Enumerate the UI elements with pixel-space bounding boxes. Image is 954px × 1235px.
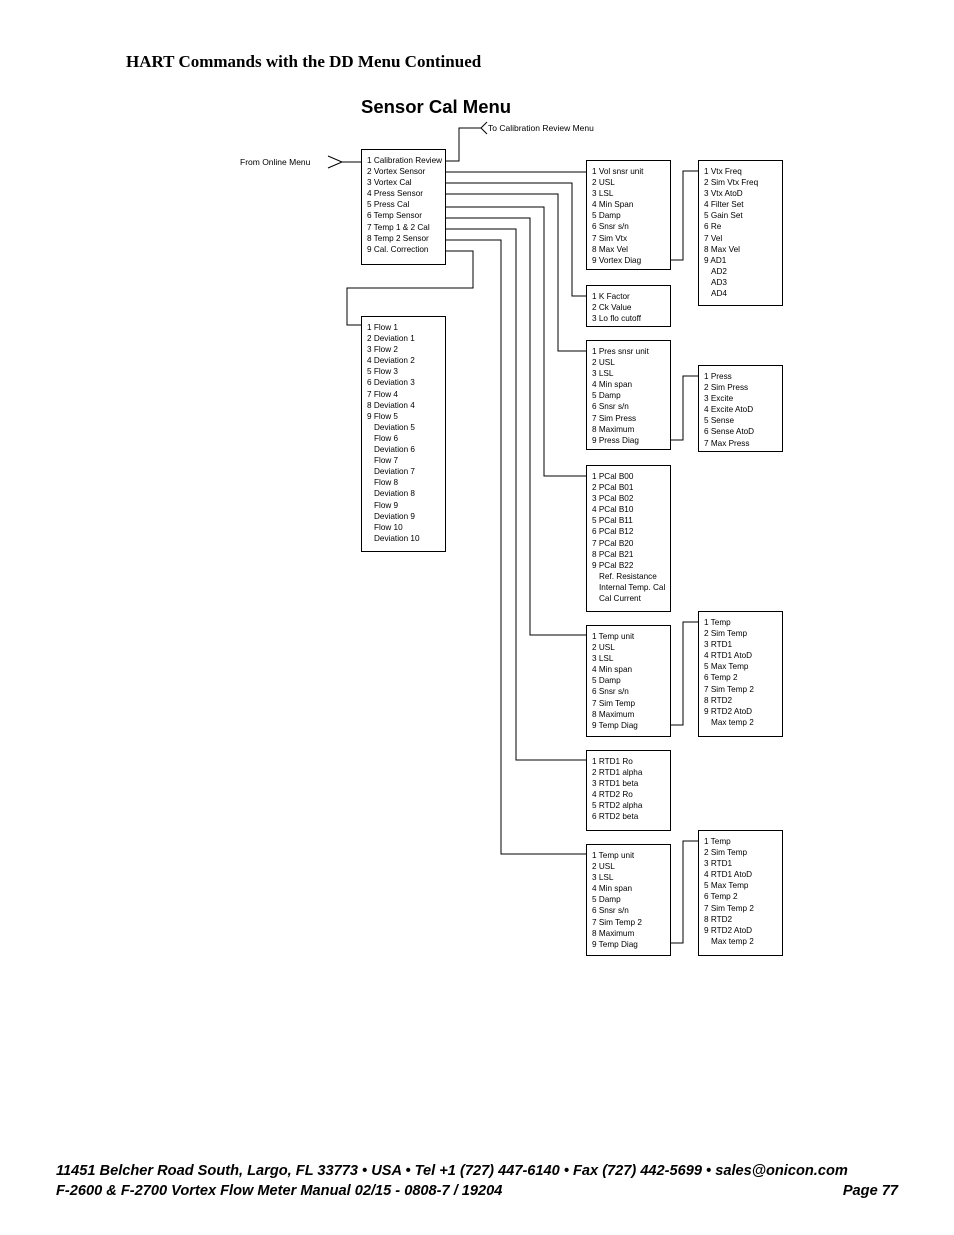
menu-item: 8 PCal B21 (592, 549, 634, 559)
menu-item: 8 Temp 2 Sensor (367, 233, 429, 243)
vortex-diag-menu (698, 160, 783, 306)
menu-item: 5 Damp (592, 895, 621, 905)
menu-item: 6 RTD2 beta (592, 812, 639, 822)
menu-item: 8 RTD2 (704, 695, 733, 705)
cal-correction-menu (361, 316, 446, 552)
menu-item: 3 PCal B02 (592, 494, 634, 504)
menu-item: Flow 6 (374, 433, 399, 443)
menu-item: 5 RTD2 alpha (592, 801, 643, 811)
temp2-diag-menu (698, 830, 783, 956)
menu-item: 7 Sim Temp 2 (592, 917, 642, 927)
menu-item: 8 Maximum (592, 709, 635, 719)
menu-item: 9 RTD2 AtoD (704, 925, 753, 935)
menu-item: Flow 7 (374, 456, 399, 466)
menu-item: 4 Excite AtoD (704, 405, 754, 415)
menu-item: 1 PCal B00 (592, 472, 634, 481)
menu-item: 7 Vel (704, 233, 723, 243)
menu-item: 9 Cal. Correction (367, 244, 429, 254)
menu-item: 1 Temp (704, 618, 731, 627)
menu-item: 7 PCal B20 (592, 538, 634, 548)
menu-item: 2 USL (592, 862, 615, 872)
press-sensor-menu (586, 340, 671, 450)
connector-temp-diag (670, 622, 698, 725)
menu-item: 5 Damp (592, 391, 621, 401)
menu-item: 1 Flow 1 (367, 323, 398, 332)
menu-item: 8 Max Vel (592, 244, 628, 254)
menu-item: 4 RTD2 Ro (592, 790, 633, 800)
menu-item: 6 Temp 2 (704, 673, 738, 683)
temp-sensor-menu (586, 625, 671, 737)
menu-item: 5 Press Cal (367, 200, 410, 210)
temp-diag-menu (698, 611, 783, 737)
menu-item: 5 Max Temp (704, 881, 749, 891)
menu-item: 6 Sense AtoD (704, 427, 755, 437)
menu-item: 3 RTD1 (704, 859, 733, 869)
menu-item: 7 Flow 4 (367, 389, 398, 399)
menu-item: 6 Temp Sensor (367, 211, 422, 221)
menu-item: 4 Filter Set (704, 200, 744, 210)
menu-item: 6 Re (704, 222, 722, 232)
menu-item: 6 Snsr s/n (592, 906, 629, 916)
menu-item: 3 Vortex Cal (367, 178, 412, 188)
menu-item: 3 LSL (592, 654, 614, 664)
menu-item: 6 PCal B12 (592, 527, 634, 537)
menu-item: 7 Sim Vtx (592, 233, 628, 243)
menu-item: Deviation 10 (374, 533, 420, 543)
vortex-sensor-menu (586, 160, 671, 270)
menu-item: 1 Press (704, 372, 732, 381)
menu-item: 8 Maximum (592, 424, 635, 434)
connector-to-calibration-review (446, 128, 481, 161)
menu-item: Flow 10 (374, 522, 403, 532)
menu-item: 3 Vtx AtoD (704, 189, 743, 199)
menu-item: Ref. Resistance (599, 571, 657, 581)
menu-item: AD3 (711, 277, 727, 287)
from-online-label: From Online Menu (240, 157, 311, 167)
footer-manual: F-2600 & F-2700 Vortex Flow Meter Manual 02/15 - 0808-7 / 19204 (56, 1183, 503, 1199)
menu-item: 9 PCal B22 (592, 560, 634, 570)
menu-item: 4 Min span (592, 380, 633, 390)
vortex-cal-menu (586, 285, 671, 327)
page-number: Page 77 (842, 1183, 898, 1199)
menu-item: Max temp 2 (711, 717, 754, 727)
menu-item: 9 Temp Diag (592, 720, 638, 730)
menu-item: AD4 (711, 289, 727, 299)
menu-item: 9 Temp Diag (592, 939, 638, 949)
menu-item: 1 Temp (704, 837, 731, 846)
menu-item: 9 Flow 5 (367, 411, 398, 421)
diagram-title: Sensor Cal Menu (361, 96, 512, 117)
menu-item: 2 Sim Vtx Freq (704, 178, 759, 188)
menu-item: 6 Deviation 3 (367, 378, 415, 388)
menu-item: 4 PCal B10 (592, 505, 634, 515)
menu-item: 2 PCal B01 (592, 483, 634, 493)
menu-item: 3 LSL (592, 189, 614, 199)
menu-item: 2 RTD1 alpha (592, 768, 643, 778)
sensor-cal-menu (361, 149, 446, 265)
menu-item: Deviation 6 (374, 445, 415, 455)
menu-item: 7 Sim Temp (592, 698, 636, 708)
menu-item: 2 Deviation 1 (367, 334, 415, 344)
menu-item: 4 Press Sensor (367, 189, 423, 199)
menu-item: 1 Temp unit (592, 632, 635, 641)
menu-item: 1 Vtx Freq (704, 167, 742, 176)
arrow-from-online (328, 156, 342, 168)
menu-item: 8 RTD2 (704, 914, 733, 924)
menu-item: 6 Snsr s/n (592, 222, 629, 232)
menu-item: 3 Flow 2 (367, 345, 398, 355)
menu-item: 1 K Factor (592, 292, 630, 301)
menu-item: 3 Excite (704, 394, 734, 404)
menu-item: 4 RTD1 AtoD (704, 870, 753, 880)
menu-item: Deviation 7 (374, 467, 415, 477)
menu-item: 2 Sim Temp (704, 848, 748, 858)
menu-item: 5 Gain Set (704, 211, 743, 221)
temp2-sensor-menu (586, 844, 671, 956)
menu-item: 1 RTD1 Ro (592, 757, 633, 766)
menu-item: 1 Pres snsr unit (592, 347, 649, 356)
menu-item: 9 Press Diag (592, 435, 639, 445)
menu-item: Internal Temp. Cal (599, 582, 666, 592)
menu-item: 2 Ck Value (592, 303, 632, 313)
menu-item: 7 Temp 1 & 2 Cal (367, 222, 430, 232)
menu-item: 9 Vortex Diag (592, 255, 642, 265)
menu-item: 5 Damp (592, 676, 621, 686)
menu-item: 4 Deviation 2 (367, 356, 415, 366)
menu-item: 2 Sim Temp (704, 629, 748, 639)
menu-item: 2 USL (592, 358, 615, 368)
menu-item: 8 Max Vel (704, 244, 740, 254)
menu-item: 1 Temp unit (592, 851, 635, 860)
menu-item: 7 Sim Temp 2 (704, 903, 754, 913)
menu-item: 3 LSL (592, 873, 614, 883)
section-title: HART Commands with the DD Menu Continued (126, 52, 482, 71)
menu-item: Deviation 5 (374, 422, 415, 432)
footer-address: 11451 Belcher Road South, Largo, FL 33773 • USA • Tel +1 (727) 447-6140 • Fax (727) 442-5699 • sales@onicon.com (56, 1163, 848, 1179)
connector-temp-cal (446, 229, 586, 760)
menu-item: 4 Min span (592, 665, 633, 675)
menu-item: Flow 9 (374, 500, 399, 510)
menu-item: 7 Sim Temp 2 (704, 684, 754, 694)
connector-press-diag (670, 376, 698, 440)
menu-item: 3 RTD1 beta (592, 779, 639, 789)
menu-item: 2 Sim Press (704, 383, 749, 393)
menu-item: 5 Max Temp (704, 662, 749, 672)
menu-item: Cal Current (599, 594, 641, 604)
menu-item: 4 Min span (592, 884, 633, 894)
menu-item: 8 Maximum (592, 928, 635, 938)
connector-temp2-diag (670, 841, 698, 943)
menu-item: 2 Vortex Sensor (367, 167, 426, 177)
press-diag-menu (698, 365, 783, 452)
temp-cal-menu (586, 750, 671, 831)
menu-item: 1 Vol snsr unit (592, 167, 644, 176)
menu-item: 5 Sense (704, 416, 735, 426)
menu-item: 6 Snsr s/n (592, 402, 629, 412)
press-cal-menu (586, 465, 671, 612)
menu-item: 9 AD1 (704, 255, 727, 265)
menu-item: 3 LSL (592, 369, 614, 379)
menu-item: AD2 (711, 266, 727, 276)
menu-item: 4 RTD1 AtoD (704, 651, 753, 661)
menu-item: 5 PCal B11 (592, 516, 633, 526)
arrow-to-calibration-review (481, 122, 487, 134)
menu-item: 5 Damp (592, 211, 621, 221)
menu-item: 5 Flow 3 (367, 367, 398, 377)
menu-item: 9 RTD2 AtoD (704, 706, 753, 716)
to-calibration-review-label: To Calibration Review Menu (488, 123, 594, 133)
connector-vortex-diag (670, 171, 698, 260)
menu-item: Flow 8 (374, 478, 399, 488)
menu-item: Max temp 2 (711, 936, 754, 946)
menu-item: 8 Deviation 4 (367, 400, 415, 410)
menu-item: 1 Calibration Review (367, 156, 443, 165)
menu-item: 6 Temp 2 (704, 892, 738, 902)
menu-item: 6 Snsr s/n (592, 687, 629, 697)
menu-item: 7 Sim Press (592, 413, 637, 423)
menu-item: 3 RTD1 (704, 640, 733, 650)
menu-item: Deviation 9 (374, 511, 415, 521)
menu-item: Deviation 8 (374, 489, 415, 499)
menu-item: 3 Lo flo cutoff (592, 314, 642, 324)
menu-item: 7 Max Press (704, 438, 750, 448)
menu-item: 4 Min Span (592, 200, 634, 210)
menu-item: 2 USL (592, 178, 615, 188)
menu-item: 2 USL (592, 643, 615, 653)
